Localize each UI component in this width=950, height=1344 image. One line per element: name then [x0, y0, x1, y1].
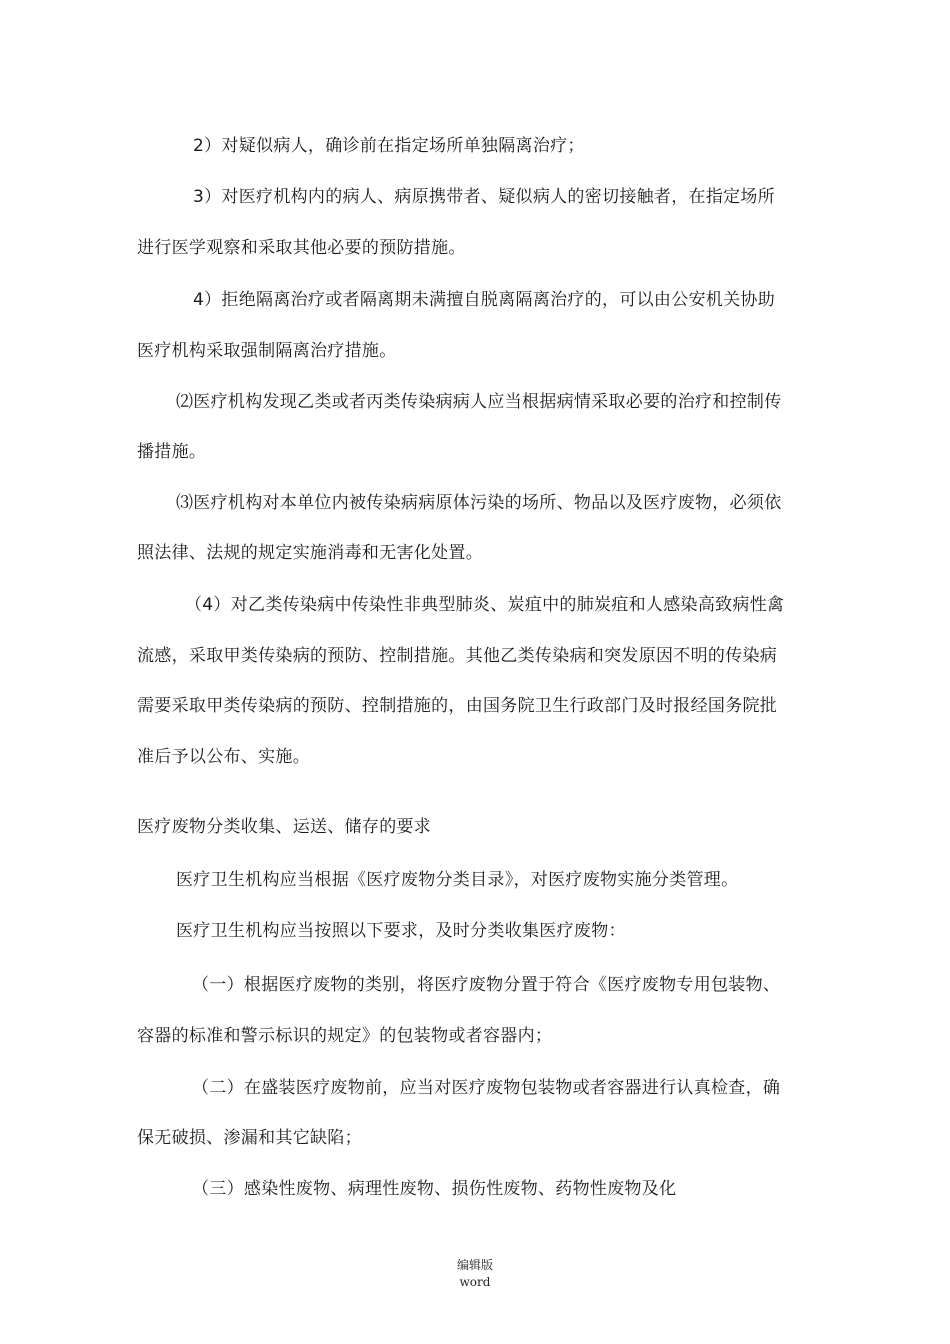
- paragraph-line: 医疗卫生机构应当根据《医疗废物分类目录》，对医疗废物实施分类管理。: [176, 870, 739, 890]
- paragraph-line: 准后予以公布、实施。: [137, 747, 310, 767]
- footer-label: word: [459, 1275, 491, 1289]
- paragraph-line: （二）在盛装医疗废物前，应当对医疗废物包装物或者容器进行认真检查，确: [192, 1078, 781, 1098]
- section-heading: 医疗废物分类收集、运送、储存的要求: [137, 817, 432, 837]
- paragraph-line: 照法律、法规的规定实施消毒和无害化处置。: [137, 543, 483, 563]
- footer-label: 编辑版: [456, 1258, 493, 1272]
- paragraph-line: 播措施。: [137, 442, 207, 462]
- paragraph-line: 流感，采取甲类传染病的预防、控制措施。其他乙类传染病和突发原因不明的传染病: [137, 646, 778, 666]
- paragraph-line: 3）对医疗机构内的病人、病原携带者、疑似病人的密切接触者，在指定场所: [193, 187, 776, 207]
- paragraph-line: （4）对乙类传染病中传染性非典型肺炎、炭疽中的肺炭疽和人感染高致病性禽: [185, 595, 785, 615]
- paragraph-line: 容器的标准和警示标识的规定》的包装物或者容器内；: [137, 1026, 553, 1046]
- paragraph-line: ⑵医疗机构发现乙类或者丙类传染病病人应当根据病情采取必要的治疗和控制传: [176, 392, 782, 412]
- paragraph-line: 4）拒绝隔离治疗或者隔离期未满擅自脱离隔离治疗的，可以由公安机关协助: [193, 290, 776, 310]
- paragraph-line: 2）对疑似病人，确诊前在指定场所单独隔离治疗；: [193, 136, 585, 156]
- paragraph-line: 进行医学观察和采取其他必要的预防措施。: [137, 238, 466, 258]
- paragraph-line: 医疗机构采取强制隔离治疗措施。: [137, 341, 397, 361]
- paragraph-line: （三）感染性废物、病理性废物、损伤性废物、药物性废物及化: [192, 1179, 677, 1199]
- paragraph-line: 医疗卫生机构应当按照以下要求，及时分类收集医疗废物：: [176, 921, 626, 941]
- paragraph-line: 保无破损、渗漏和其它缺陷；: [137, 1128, 362, 1148]
- paragraph-line: （一）根据医疗废物的类别，将医疗废物分置于符合《医疗废物专用包装物、: [192, 975, 781, 995]
- paragraph-line: 需要采取甲类传染病的预防、控制措施的，由国务院卫生行政部门及时报经国务院批: [137, 696, 778, 716]
- paragraph-line: ⑶医疗机构对本单位内被传染病病原体污染的场所、物品以及医疗废物，必须依: [176, 493, 782, 513]
